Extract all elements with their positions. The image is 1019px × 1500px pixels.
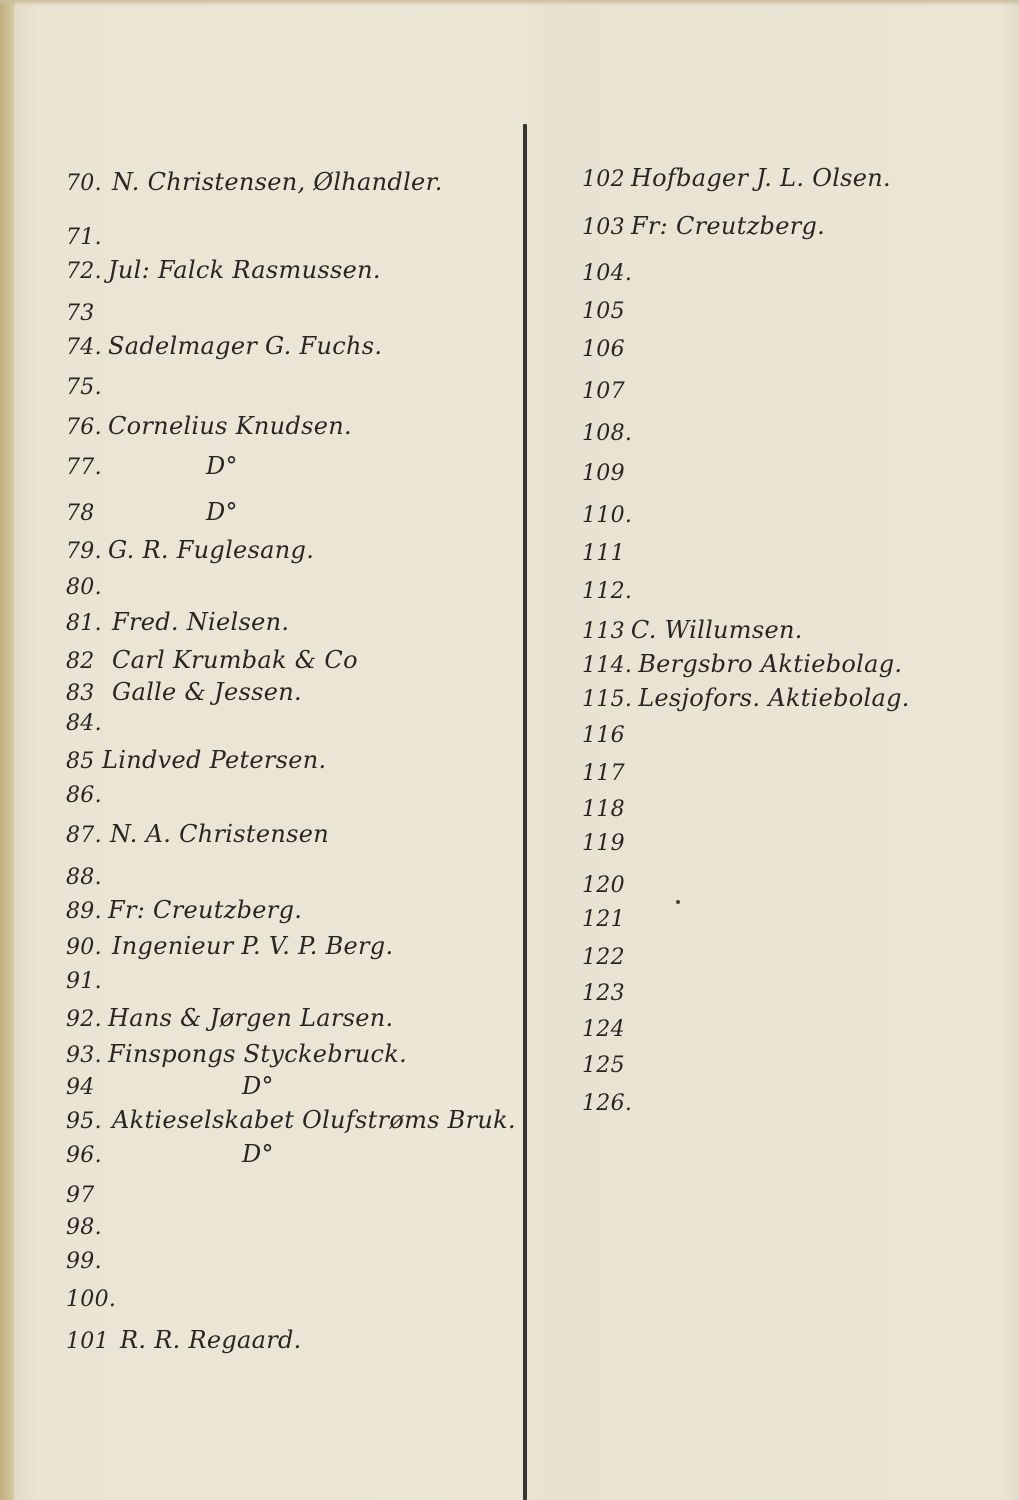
right_column-entry <box>582 942 631 970</box>
left_column-entry <box>66 372 108 400</box>
entry-number: 124 <box>582 1017 625 1042</box>
entry-number: 103 <box>582 215 625 240</box>
entry-number: 113 <box>582 619 625 644</box>
entry-number: 100. <box>66 1287 117 1312</box>
left_column-entry <box>66 820 329 848</box>
right_column-entry <box>582 458 631 486</box>
entry-name: Bergsbro Aktiebolag. <box>638 650 903 678</box>
entry-number: 120 <box>582 873 625 898</box>
left_column-entry <box>66 572 108 600</box>
entry-name: Galle & Jessen. <box>112 678 302 706</box>
entry-number: 79. <box>66 539 102 564</box>
entry-number: 70. <box>66 171 102 196</box>
entry-number: 115. <box>582 687 633 712</box>
entry-number: 126. <box>582 1091 633 1116</box>
entry-name: Jul: Falck Rasmussen. <box>108 256 381 284</box>
left_column-entry <box>66 780 108 808</box>
entry-number: 88. <box>66 865 102 890</box>
entry-number: 73 <box>66 301 95 326</box>
left_column-entry <box>66 1004 394 1032</box>
right_column-entry <box>582 720 631 748</box>
ink-spot <box>676 900 680 904</box>
entry-number: 85 <box>66 749 95 774</box>
entry-number: 97 <box>66 1183 95 1208</box>
entry-number: 121 <box>582 907 625 932</box>
entry-number: 118 <box>582 797 625 822</box>
right_column-entry <box>582 296 631 324</box>
entry-number: 78 <box>66 501 95 526</box>
left_column-entry <box>66 746 327 774</box>
left_column-entry <box>66 452 238 480</box>
left_column-entry <box>66 1212 108 1240</box>
right_column-entry <box>582 500 638 528</box>
entry-number: 116 <box>582 723 625 748</box>
left_column-entry <box>66 1106 516 1134</box>
entry-number: 101 <box>66 1329 109 1354</box>
entry-name: N. A. Christensen <box>110 820 329 848</box>
entry-name: R. R. Regaard. <box>120 1326 302 1354</box>
entry-number: 98. <box>66 1215 102 1240</box>
entry-number: 83 <box>66 681 95 706</box>
right_column-entry <box>582 870 631 898</box>
right_column-entry <box>582 1088 638 1116</box>
entry-name: Carl Krumbak & Co <box>112 646 358 674</box>
entry-number: 91. <box>66 969 102 994</box>
entry-number: 93. <box>66 1043 102 1068</box>
entry-name: G. R. Fuglesang. <box>108 536 315 564</box>
right_column-entry <box>582 212 825 240</box>
entry-name: Fred. Nielsen. <box>112 608 290 636</box>
right_column-entry <box>582 684 910 712</box>
entry-number: 123 <box>582 981 625 1006</box>
entry-number: 89. <box>66 899 102 924</box>
right_column-entry <box>582 758 631 786</box>
entry-number: 81. <box>66 611 102 636</box>
entry-number: 117 <box>582 761 625 786</box>
right_column-entry <box>582 376 631 404</box>
entry-name: D° <box>242 1140 274 1168</box>
entry-number: 108. <box>582 421 633 446</box>
entry-number: 119 <box>582 831 625 856</box>
left_column-entry <box>66 1140 274 1168</box>
right_column-entry <box>582 978 631 1006</box>
left_column-entry <box>66 1040 408 1068</box>
right_column-entry <box>582 1014 631 1042</box>
entry-number: 109 <box>582 461 625 486</box>
right_column-entry <box>582 576 638 604</box>
right_column-entry <box>582 164 891 192</box>
entry-name: D° <box>242 1072 274 1100</box>
entry-number: 80. <box>66 575 102 600</box>
entry-number: 75. <box>66 375 102 400</box>
left_column-entry <box>66 896 303 924</box>
left_column-entry <box>66 222 108 250</box>
left_column-entry <box>66 298 101 326</box>
left_column-entry <box>66 1246 108 1274</box>
entry-name: Ingenieur P. V. P. Berg. <box>112 932 394 960</box>
left_column-entry <box>66 1180 101 1208</box>
page-top-shadow <box>0 0 1019 6</box>
entry-name: C. Willumsen. <box>630 616 803 644</box>
entry-name: D° <box>206 498 238 526</box>
left_column-entry <box>66 646 358 674</box>
right_column-entry <box>582 904 631 932</box>
right_column-entry <box>582 334 631 362</box>
entry-name: N. Christensen, Ølhandler. <box>112 168 443 196</box>
entry-name: Hans & Jørgen Larsen. <box>108 1004 394 1032</box>
entry-number: 114. <box>582 653 633 678</box>
entry-number: 106 <box>582 337 625 362</box>
entry-number: 105 <box>582 299 625 324</box>
right_column-entry <box>582 616 803 644</box>
entry-number: 76. <box>66 415 102 440</box>
entry-name: Hofbager J. L. Olsen. <box>630 164 891 192</box>
left_column-entry <box>66 932 394 960</box>
right_column-entry <box>582 828 631 856</box>
left_column-entry <box>66 678 302 706</box>
entry-name: Sadelmager G. Fuchs. <box>108 332 383 360</box>
right_column-entry <box>582 538 631 566</box>
left_column-entry <box>66 332 383 360</box>
right_column-entry <box>582 794 631 822</box>
page-edge-shadow <box>0 0 14 1500</box>
right_column-entry <box>582 1050 631 1078</box>
entry-number: 112. <box>582 579 633 604</box>
left_column-entry <box>66 168 443 196</box>
entry-number: 107 <box>582 379 625 404</box>
entry-number: 84. <box>66 711 102 736</box>
entry-number: 82 <box>66 649 95 674</box>
left_column-entry <box>66 1072 274 1100</box>
entry-name: Cornelius Knudsen. <box>108 412 352 440</box>
entry-number: 92. <box>66 1007 102 1032</box>
entry-number: 77. <box>66 455 102 480</box>
entry-number: 94 <box>66 1075 95 1100</box>
entry-number: 102 <box>582 167 625 192</box>
left_column-entry <box>66 862 108 890</box>
right_column-entry <box>582 650 902 678</box>
entry-name: Lindved Petersen. <box>102 746 327 774</box>
left_column-entry <box>66 536 315 564</box>
entry-number: 125 <box>582 1053 625 1078</box>
entry-number: 122 <box>582 945 625 970</box>
right_column-entry <box>582 418 638 446</box>
entry-number: 72. <box>66 259 102 284</box>
column-divider-line <box>523 124 527 1500</box>
left_column-entry <box>66 1284 122 1312</box>
entry-name: Aktieselskabet Olufstrøms Bruk. <box>112 1106 516 1134</box>
left_column-entry <box>66 498 238 526</box>
entry-name: D° <box>206 452 238 480</box>
entry-number: 71. <box>66 225 102 250</box>
entry-number: 86. <box>66 783 102 808</box>
entry-number: 104. <box>582 261 633 286</box>
left_column-entry <box>66 412 352 440</box>
left_column-entry <box>66 1326 302 1354</box>
entry-number: 99. <box>66 1249 102 1274</box>
entry-number: 111 <box>582 541 625 566</box>
entry-name: Fr: Creutzberg. <box>108 896 303 924</box>
entry-name: Finspongs Styckebruck. <box>108 1040 408 1068</box>
entry-number: 87. <box>66 823 102 848</box>
entry-number: 110. <box>582 503 633 528</box>
entry-number: 74. <box>66 335 102 360</box>
left_column-entry <box>66 608 290 636</box>
entry-number: 95. <box>66 1109 102 1134</box>
right_column-entry <box>582 258 638 286</box>
entry-name: Fr: Creutzberg. <box>630 212 826 240</box>
entry-name: Lesjofors. Aktiebolag. <box>638 684 910 712</box>
left_column-entry <box>66 256 381 284</box>
entry-number: 90. <box>66 935 102 960</box>
entry-number: 96. <box>66 1143 102 1168</box>
left_column-entry <box>66 966 108 994</box>
left_column-entry <box>66 708 108 736</box>
